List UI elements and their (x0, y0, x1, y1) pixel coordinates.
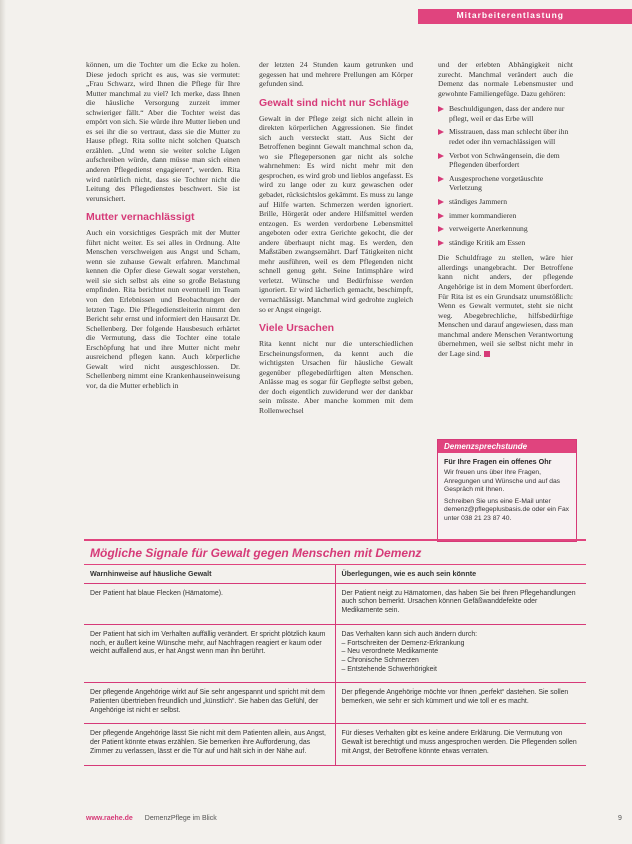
footer-publication-title: DemenzPflege im Blick (144, 815, 217, 822)
table-cell: Der Patient neigt zu Hämatomen, das haben Sie bei Ihren Pflegehandlungen auch schon bemerkt. Ursachen können Gefäßwanddefekte oder Medikamente sein. (335, 583, 586, 624)
box-body-text: Schreiben Sie uns eine E-Mail unter demenz@pflegeplusbasis.de oder ein Fax unter 038 21 23 87 40. (444, 497, 570, 522)
bullet-triangle-icon (438, 106, 444, 112)
table-header-row (84, 565, 586, 583)
table-cell: Das Verhalten kann sich auch ändern durch: – Fortschreiten der Demenz-Erkrankung – Neu verordnete Medikamente – Chronische Schmerzen – Entstehende Schwerhörigkeit (335, 624, 586, 683)
text-column-3 (438, 60, 573, 358)
section-heading: Gewalt sind nicht nur Schläge (259, 96, 409, 109)
bullet-triangle-icon (438, 153, 444, 159)
table-row (84, 624, 586, 683)
article-end-square-icon (484, 351, 490, 357)
paragraph: Rita kennt nicht nur die unterschiedlichen Erscheinungsformen, da kennt auch die wichtigsten Ursachen für häusliche Gewalt gegenüber pflegebedürftigen alten Menschen. Anlässe mag es sogar für Gepflegte selbst geben, der doch eigentlich zuwiderund wer der dankbar sein müsste. Aber manche kommen mit dem Rollenwechsel (259, 339, 413, 415)
list-item: ständiges Jammern (438, 197, 573, 207)
bullet-list (438, 104, 573, 247)
text-column-2 (259, 60, 413, 416)
page-number: 9 (618, 815, 622, 822)
table-row (84, 724, 586, 765)
table-cell: Der pflegende Angehörige wirkt auf Sie sehr angespannt und spricht mit dem Patienten übertrieben freundlich und „künstlich“. Sie haben das Gefühl, der Angehörige ist nicht er selbst. (84, 683, 335, 724)
list-item: verweigerte Anerkennung (438, 224, 573, 234)
list-item: Ausgesprochene vorgetäuschte Verletzung (438, 174, 573, 193)
list-item: immer kommandieren (438, 211, 573, 221)
paragraph: Auch ein vorsichtiges Gespräch mit der Mutter führt nicht weiter. Es sei alles in Ordnung. Alte Menschen verschweigen aus Angst und Scham, wenn sie zuhause Gewalt erfahren. Manchmal kennen die Opfer diese Gewalt sogar verstehen, weil sie sich selbst als eine so große Belastung empfinden. Rita berichtet nun eventuell im Team von den Erlebnissen und Beobachtungen der letzten Tage. Die Pflegedienstleiterin nimmt den Bericht sehr ernst und informiert den Hausarzt Dr. Schellenberg. Der folgende Hausbesuch erhärtet die Vermutung, dass die Tochter eine totale Erschöpfung hat und ihre Mutter nicht mehr ausreichend pflegen kann. Auch körperliche Gewalt wird nicht ausgeschlossen. Dr. Schellenberg nimmt eine Krankenhauseinweisung vor, da die Mutter erheblich in (86, 228, 240, 390)
page-footer (86, 815, 217, 822)
table-cell: Der pflegende Angehörige lässt Sie nicht mit dem Patienten allein, aus Angst, der Patient könnte etwas erzählen. Sie bemerken ihre Aufforderung, das Zimmer zu verlassen, lässt er die Tür auf und hält sich in der Nähe auf. (84, 724, 335, 765)
table-cell: Der pflegende Angehörige möchte vor Ihnen „perfekt“ dastehen. Sie sollen bemerken, wie sehr er sich kümmert und wie toll er es macht. (335, 683, 586, 724)
table-cell: Für dieses Verhalten gibt es keine andere Erklärung. Die Vermutung von Gewalt ist berechtigt und muss angesprochen werden. Die Pflegenden sollen mit Angst, der Betroffene könnte etwas verraten. (335, 724, 586, 765)
bullet-triangle-icon (438, 176, 444, 182)
paragraph: der letzten 24 Stunden kaum getrunken und gegessen hat und mehrere Prellungen am Körper gefunden sind. (259, 60, 413, 89)
paragraph: Gewalt in der Pflege zeigt sich nicht allein in direkten körperlichen Aggressionen. Sie findet sich auch versteckt statt. Aus Sicht der Betroffenen beginnt Gewalt manchmal schon da, wo sie Pflegepersonen gar nicht als solche wahrnehmen: Es wird nicht mehr mit den gesprochen, es wird grob und lieblos angefasst. Es wird zu lange oder zu kurz gewaschen oder gebadet, rücksichtslos gekämmt. Es muss zu lange auf Hilfe warten. Schmerzen werden ignoriert. Brille, Hörgerät oder andere Hilfsmittel werden entzogen. Es werden verdorbene Lebensmittel angeboten oder extra Gerichte gekocht, die der andere überhaupt nicht mag. Es werden, den Maßstäben zwangsernährt. Darf Tätigkeiten nicht mehr ausführen, weil es dem Pflegenden nicht schnell genug geht. Seine Intimsphäre wird verletzt. Wünsche und Bedürfnisse werden ignoriert. Er wird lächerlich gemacht, beschimpft, vernachlässigt. Manchmal wird gedrohte zugleich so er Angst eingeigt. (259, 113, 413, 314)
bullet-triangle-icon (438, 129, 444, 135)
table-cell: Der Patient hat sich im Verhalten auffällig verändert. Er spricht plötzlich kaum noch, er äußert keine Wünsche mehr, auf Nachfragen reagiert er kaum oder weicht auffallend aus, er hat Angst wenn man ihn berührt. (84, 624, 335, 683)
paragraph: können, um die Tochter um die Ecke zu holen. Diese jedoch spricht es aus, was sie vermutet: „Frau Schwarz, wird Ihnen die Pflege für Ihre Mutter manchmal zu viel? Ich merke, dass Ihnen die häusliche Versorgung zurzeit immer schwieriger fällt.“ Aber die Tochter weist das empört von sich. Sie würde ihre Mutter lieben und es sei ihr die so vertraut, dass sie die Mutter zu Hause pflegt. Rita sollte nicht solchen Quatsch erzählen. „Und wenn sie weiter solche Lügen aufschreiben würde, dann müsse man sich einen anderen Pflegedienst engagieren“, werden. Rita wird natürlich nicht, dass sie Tochter nicht die Leitung des Pflegedienstes beschwert. Sie ist verunsichert. (86, 60, 240, 203)
box-body-text: Wir freuen uns über Ihre Fragen, Anregungen und Wünsche und auf das Gespräch mit Ihnen. (444, 469, 561, 494)
section-header-label: Mitarbeiterentlastung (456, 10, 564, 20)
paragraph: Die Schuldfrage zu stellen, wäre hier allerdings unangebracht. Der Betroffene kann nicht anders, der pflegende Angehörige ist in dem Moment überfordert. Für Rita ist es ein Grundsatz unumstößlich: Wenn es Gewalt vermutet, steht sie nicht weg. Abegebrechliche, hilfsbedürftige Menschen und darauf angewiesen, dass man manchmal andere Menschen Verantwortung übernehmen, weil sie selbst nicht mehr in der Lage sind. (438, 253, 573, 358)
table-row (84, 683, 586, 724)
list-item: ständige Kritik am Essen (438, 238, 573, 248)
list-item: Misstrauen, dass man schlecht über ihn redet oder ihn vernachlässigen will (438, 127, 573, 146)
section-heading: Viele Ursachen (259, 322, 335, 335)
bullet-triangle-icon (438, 226, 444, 232)
signals-table (84, 565, 586, 766)
table-cell: Der Patient hat blaue Flecken (Hämatome). (84, 583, 335, 624)
section-header-band (418, 9, 632, 24)
box-title: Demenzsprechstunde (438, 440, 576, 453)
signals-table-panel (84, 539, 586, 766)
bullet-triangle-icon (438, 199, 444, 205)
page-fold-shadow (0, 0, 6, 844)
footer-url-link[interactable]: www.raehe.de (86, 815, 133, 822)
text-column-1 (86, 60, 240, 391)
list-item: Beschuldigungen, dass der andere nur pflegt, weil er das Erbe will (438, 104, 573, 123)
section-heading: Mutter vernachlässigt (86, 211, 195, 224)
list-item: Verbot von Schwängensein, die dem Pflegenden überfordert (438, 151, 573, 170)
column-header: Überlegungen, wie es auch sein könnte (335, 565, 586, 583)
column-header: Warnhinweise auf häusliche Gewalt (84, 565, 335, 583)
bullet-triangle-icon (438, 240, 444, 246)
table-row (84, 583, 586, 624)
contact-info-box (437, 439, 577, 542)
bullet-triangle-icon (438, 213, 444, 219)
table-title: Mögliche Signale für Gewalt gegen Menschen mit Demenz (84, 541, 586, 565)
box-subtitle: Für Ihre Fragen ein offenes Ohr (444, 457, 552, 466)
paragraph: und der erlebten Abhängigkeit nicht zurecht. Manchmal verändert auch die Demenz das normale Lebensmuster und gewohnte Familiengefüge. Dazu gehören: (438, 60, 573, 98)
